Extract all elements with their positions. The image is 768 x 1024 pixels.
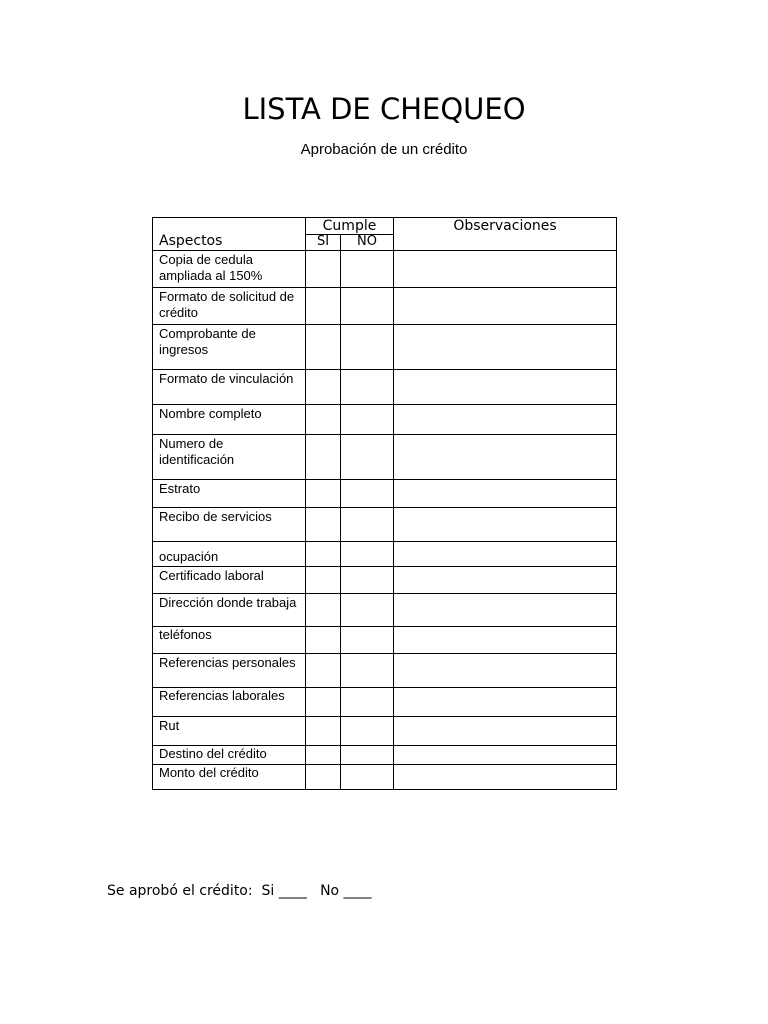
table-row xyxy=(153,405,617,435)
si-cell[interactable] xyxy=(306,654,341,688)
observaciones-cell[interactable] xyxy=(394,627,617,654)
si-cell[interactable] xyxy=(306,717,341,746)
table-row xyxy=(153,765,617,790)
observaciones-cell[interactable] xyxy=(394,654,617,688)
si-cell[interactable] xyxy=(306,288,341,325)
approval-line: Se aprobó el crédito: Si ____ No ____ xyxy=(107,883,372,899)
no-cell[interactable] xyxy=(341,765,394,790)
header-no: NO xyxy=(341,235,394,251)
aspect-cell: Referencias laborales xyxy=(153,688,306,717)
page-title: LISTA DE CHEQUEO xyxy=(242,92,526,126)
table-row xyxy=(153,480,617,508)
no-cell[interactable] xyxy=(341,405,394,435)
no-cell[interactable] xyxy=(341,746,394,765)
no-cell[interactable] xyxy=(341,325,394,370)
observaciones-cell[interactable] xyxy=(394,288,617,325)
no-cell[interactable] xyxy=(341,251,394,288)
si-cell[interactable] xyxy=(306,746,341,765)
table-row xyxy=(153,746,617,765)
aspect-cell: Formato de solicitud de crédito xyxy=(153,288,306,325)
aspect-cell: Formato de vinculación xyxy=(153,370,306,405)
observaciones-cell[interactable] xyxy=(394,405,617,435)
table-row xyxy=(153,435,617,480)
si-cell[interactable] xyxy=(306,542,341,567)
si-cell[interactable] xyxy=(306,688,341,717)
table-row xyxy=(153,251,617,288)
observaciones-cell[interactable] xyxy=(394,567,617,594)
table-row xyxy=(153,567,617,594)
aspect-cell: Comprobante de ingresos xyxy=(153,325,306,370)
no-cell[interactable] xyxy=(341,654,394,688)
si-cell[interactable] xyxy=(306,508,341,542)
no-cell[interactable] xyxy=(341,288,394,325)
aspect-cell: Nombre completo xyxy=(153,405,306,435)
aspect-cell: Destino del crédito xyxy=(153,746,306,765)
si-cell[interactable] xyxy=(306,627,341,654)
aspect-cell: Numero de identificación xyxy=(153,435,306,480)
no-cell[interactable] xyxy=(341,370,394,405)
si-cell[interactable] xyxy=(306,405,341,435)
no-cell[interactable] xyxy=(341,717,394,746)
si-cell[interactable] xyxy=(306,765,341,790)
observaciones-cell[interactable] xyxy=(394,508,617,542)
table-row xyxy=(153,325,617,370)
observaciones-cell[interactable] xyxy=(394,251,617,288)
observaciones-cell[interactable] xyxy=(394,594,617,627)
no-cell[interactable] xyxy=(341,508,394,542)
table-row xyxy=(153,594,617,627)
observaciones-cell[interactable] xyxy=(394,435,617,480)
observaciones-cell[interactable] xyxy=(394,717,617,746)
header-observaciones: Observaciones xyxy=(394,218,617,251)
aspect-cell: Recibo de servicios xyxy=(153,508,306,542)
table-row xyxy=(153,688,617,717)
table-row xyxy=(153,654,617,688)
no-cell[interactable] xyxy=(341,542,394,567)
observaciones-cell[interactable] xyxy=(394,765,617,790)
header-aspectos: Aspectos xyxy=(153,218,306,251)
table-row xyxy=(153,627,617,654)
checklist-body xyxy=(153,251,617,790)
si-cell[interactable] xyxy=(306,594,341,627)
no-cell[interactable] xyxy=(341,480,394,508)
observaciones-cell[interactable] xyxy=(394,746,617,765)
header-si: SI xyxy=(306,235,341,251)
observaciones-cell[interactable] xyxy=(394,480,617,508)
no-cell[interactable] xyxy=(341,627,394,654)
si-cell[interactable] xyxy=(306,325,341,370)
table-row xyxy=(153,717,617,746)
checklist-table xyxy=(152,217,617,790)
si-cell[interactable] xyxy=(306,370,341,405)
table-row xyxy=(153,370,617,405)
no-cell[interactable] xyxy=(341,594,394,627)
observaciones-cell[interactable] xyxy=(394,325,617,370)
aspect-cell: Dirección donde trabaja xyxy=(153,594,306,627)
aspect-cell: Monto del crédito xyxy=(153,765,306,790)
table-row xyxy=(153,288,617,325)
header-row-top xyxy=(153,218,617,235)
si-cell[interactable] xyxy=(306,435,341,480)
table-row xyxy=(153,542,617,567)
aspect-cell: Estrato xyxy=(153,480,306,508)
si-cell[interactable] xyxy=(306,567,341,594)
no-cell[interactable] xyxy=(341,567,394,594)
page-subtitle: Aprobación de un crédito xyxy=(300,141,468,158)
observaciones-cell[interactable] xyxy=(394,542,617,567)
si-cell[interactable] xyxy=(306,251,341,288)
no-cell[interactable] xyxy=(341,688,394,717)
aspect-cell: teléfonos xyxy=(153,627,306,654)
aspect-cell: Certificado laboral xyxy=(153,567,306,594)
aspect-cell: ocupación xyxy=(153,542,306,567)
header-cumple: Cumple xyxy=(306,218,394,235)
si-cell[interactable] xyxy=(306,480,341,508)
aspect-cell: Rut xyxy=(153,717,306,746)
table-row xyxy=(153,508,617,542)
aspect-cell: Copia de cedula ampliada al 150% xyxy=(153,251,306,288)
observaciones-cell[interactable] xyxy=(394,688,617,717)
observaciones-cell[interactable] xyxy=(394,370,617,405)
aspect-cell: Referencias personales xyxy=(153,654,306,688)
no-cell[interactable] xyxy=(341,435,394,480)
